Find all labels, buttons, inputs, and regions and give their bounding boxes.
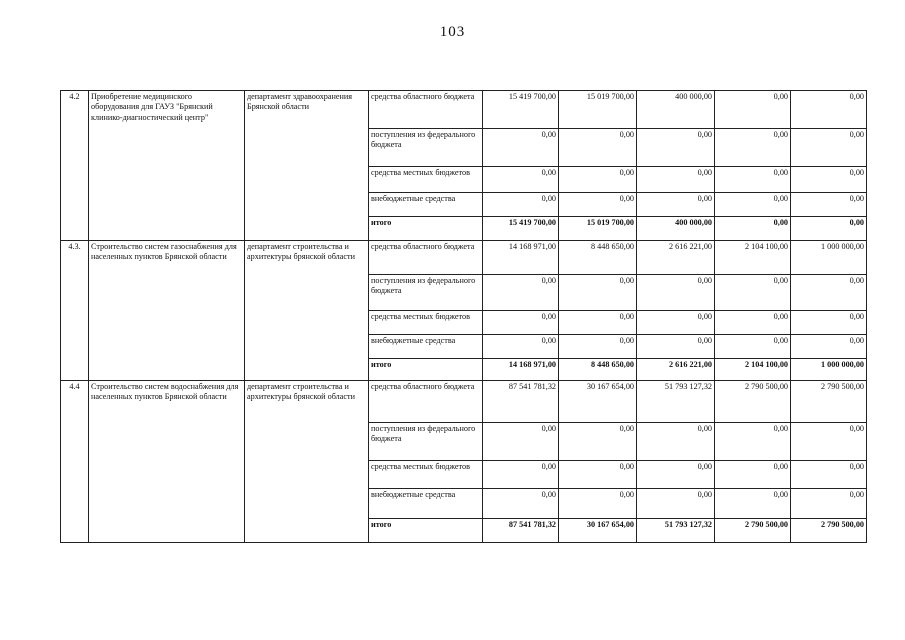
funding-source: поступления из федерального бюджета [369, 129, 483, 167]
amount-cell: 15 019 700,00 [559, 91, 637, 129]
amount-cell: 0,00 [715, 275, 791, 311]
amount-cell: 0,00 [483, 335, 559, 359]
amount-cell: 400 000,00 [637, 91, 715, 129]
amount-cell: 0,00 [637, 275, 715, 311]
amount-cell: 0,00 [637, 335, 715, 359]
amount-cell: 0,00 [559, 193, 637, 217]
budget-table [60, 90, 867, 543]
section-name: Строительство систем водоснабжения для населенных пунктов Брянской области [89, 381, 245, 543]
amount-cell: 0,00 [715, 129, 791, 167]
total-cell: 0,00 [715, 217, 791, 241]
section-name: Строительство систем газоснабжения для населенных пунктов Брянской области [89, 241, 245, 381]
amount-cell: 0,00 [791, 167, 867, 193]
amount-cell: 0,00 [559, 167, 637, 193]
funding-source: внебюджетные средства [369, 489, 483, 519]
total-label: итого [369, 519, 483, 543]
amount-cell: 0,00 [715, 489, 791, 519]
section-name: Приобретение медицинского оборудования для ГАУЗ "Брянский клинико-диагностический центр" [89, 91, 245, 241]
amount-cell: 8 448 650,00 [559, 241, 637, 275]
page-number: 103 [439, 24, 466, 40]
section-number: 4.3. [61, 241, 89, 381]
amount-cell: 0,00 [483, 193, 559, 217]
amount-cell: 0,00 [637, 489, 715, 519]
amount-cell: 51 793 127,32 [637, 381, 715, 423]
amount-cell: 0,00 [483, 275, 559, 311]
amount-cell: 87 541 781,32 [483, 381, 559, 423]
total-cell: 1 000 000,00 [791, 359, 867, 381]
amount-cell: 0,00 [637, 461, 715, 489]
amount-cell: 30 167 654,00 [559, 381, 637, 423]
amount-cell: 0,00 [791, 311, 867, 335]
amount-cell: 0,00 [791, 129, 867, 167]
funding-source: средства областного бюджета [369, 241, 483, 275]
amount-cell: 0,00 [559, 461, 637, 489]
amount-cell: 0,00 [559, 311, 637, 335]
total-cell: 51 793 127,32 [637, 519, 715, 543]
total-cell: 2 104 100,00 [715, 359, 791, 381]
section-number: 4.4 [61, 381, 89, 543]
amount-cell: 0,00 [791, 423, 867, 461]
table-row [61, 381, 867, 423]
total-cell: 87 541 781,32 [483, 519, 559, 543]
total-cell: 14 168 971,00 [483, 359, 559, 381]
amount-cell: 0,00 [791, 335, 867, 359]
amount-cell: 0,00 [715, 193, 791, 217]
amount-cell: 0,00 [559, 335, 637, 359]
amount-cell: 2 104 100,00 [715, 241, 791, 275]
funding-source: средства областного бюджета [369, 381, 483, 423]
amount-cell: 14 168 971,00 [483, 241, 559, 275]
amount-cell: 0,00 [715, 91, 791, 129]
amount-cell: 0,00 [791, 193, 867, 217]
funding-source: внебюджетные средства [369, 335, 483, 359]
funding-source: поступления из федерального бюджета [369, 275, 483, 311]
amount-cell: 0,00 [483, 423, 559, 461]
amount-cell: 0,00 [637, 423, 715, 461]
amount-cell: 0,00 [483, 461, 559, 489]
amount-cell: 0,00 [715, 167, 791, 193]
amount-cell: 1 000 000,00 [791, 241, 867, 275]
amount-cell: 0,00 [637, 129, 715, 167]
amount-cell: 0,00 [637, 167, 715, 193]
total-cell: 15 419 700,00 [483, 217, 559, 241]
total-cell: 2 790 500,00 [791, 519, 867, 543]
total-cell: 30 167 654,00 [559, 519, 637, 543]
funding-source: средства местных бюджетов [369, 167, 483, 193]
amount-cell: 0,00 [559, 489, 637, 519]
amount-cell: 0,00 [715, 461, 791, 489]
amount-cell: 0,00 [483, 489, 559, 519]
amount-cell: 2 616 221,00 [637, 241, 715, 275]
total-cell: 8 448 650,00 [559, 359, 637, 381]
table-row [61, 91, 867, 129]
amount-cell: 0,00 [791, 461, 867, 489]
total-cell: 0,00 [791, 217, 867, 241]
amount-cell: 0,00 [483, 311, 559, 335]
amount-cell: 0,00 [715, 311, 791, 335]
amount-cell: 0,00 [791, 91, 867, 129]
amount-cell: 0,00 [637, 193, 715, 217]
funding-source: средства местных бюджетов [369, 461, 483, 489]
amount-cell: 0,00 [791, 275, 867, 311]
funding-source: средства областного бюджета [369, 91, 483, 129]
amount-cell: 2 790 500,00 [715, 381, 791, 423]
amount-cell: 0,00 [715, 423, 791, 461]
total-cell: 2 616 221,00 [637, 359, 715, 381]
funding-source: внебюджетные средства [369, 193, 483, 217]
funding-source: поступления из федерального бюджета [369, 423, 483, 461]
table-row [61, 241, 867, 275]
amount-cell: 0,00 [637, 311, 715, 335]
funding-source: средства местных бюджетов [369, 311, 483, 335]
amount-cell: 2 790 500,00 [791, 381, 867, 423]
section-number: 4.2 [61, 91, 89, 241]
total-cell: 400 000,00 [637, 217, 715, 241]
amount-cell: 0,00 [483, 167, 559, 193]
amount-cell: 0,00 [559, 275, 637, 311]
total-label: итого [369, 359, 483, 381]
amount-cell: 15 419 700,00 [483, 91, 559, 129]
section-executor: департамент строительства и архитектуры брянской области [245, 241, 369, 381]
total-cell: 2 790 500,00 [715, 519, 791, 543]
total-label: итого [369, 217, 483, 241]
amount-cell: 0,00 [715, 335, 791, 359]
total-cell: 15 019 700,00 [559, 217, 637, 241]
section-executor: департамент строительства и архитектуры брянской области [245, 381, 369, 543]
amount-cell: 0,00 [791, 489, 867, 519]
amount-cell: 0,00 [559, 129, 637, 167]
amount-cell: 0,00 [483, 129, 559, 167]
amount-cell: 0,00 [559, 423, 637, 461]
section-executor: департамент здравоохранения Брянской области [245, 91, 369, 241]
